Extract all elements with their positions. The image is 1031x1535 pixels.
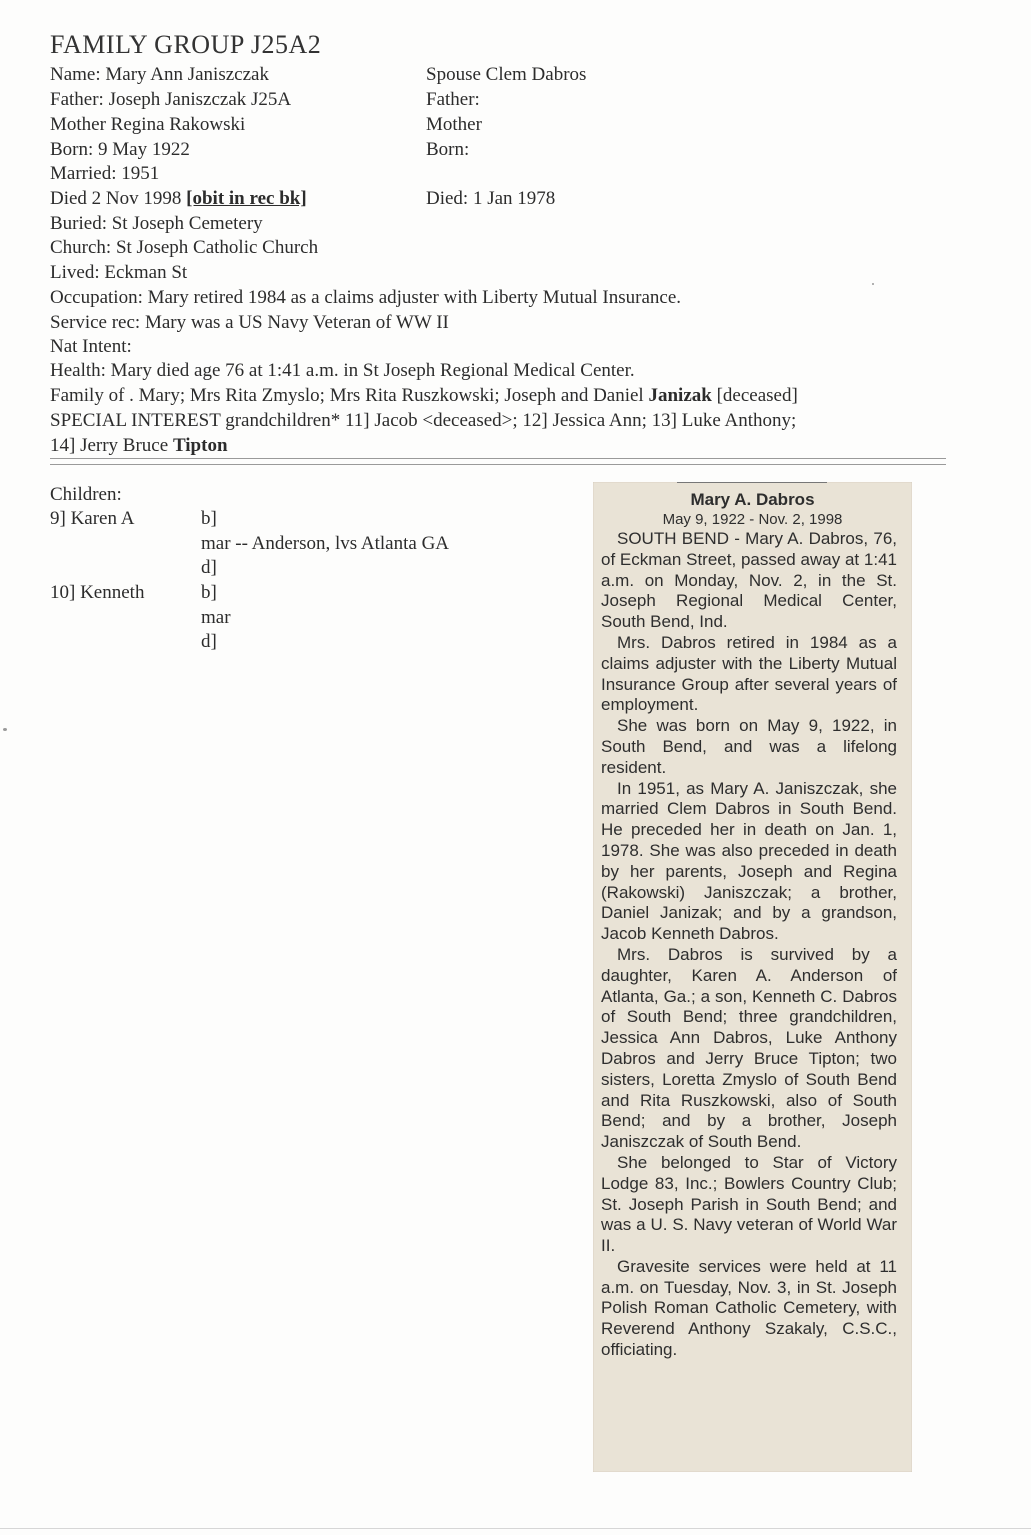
special2-bold: Tipton: [172, 435, 228, 456]
special-interest-row2: [50, 434, 228, 458]
spouse-name: Spouse Clem Dabros: [426, 64, 587, 85]
section-divider: [50, 458, 946, 465]
person-lived: Lived: Eckman St: [50, 262, 188, 283]
family-bold: Janizak: [648, 385, 712, 406]
person-father: Father: Joseph Janiszczak J25A: [50, 89, 292, 110]
child-2-died: d]: [201, 631, 217, 652]
child-2-name: 10] Kenneth: [50, 582, 145, 603]
children-header: Children:: [50, 484, 122, 505]
obituary-paragraph: Mrs. Dabros is survived by a daughter, Karen A. Anderson of Atlanta, Ga.; a son, Kenneth C. Dabros of South Bend; three grandchildren, Jessica Ann Dabros, Luke Anthony Dabros and Jerry Bruce Tipton; two sisters, Loretta Zmyslo of South Bend and Rita Ruszkowski, also of South Bend; and by a brother, Joseph Janiszczak of South Bend.: [601, 944, 897, 1152]
scan-speck: [872, 283, 874, 285]
obituary-paragraph: She belonged to Star of Victory Lodge 83, Inc.; Bowlers Country Club; St. Joseph Parish in South Bend; and was a U. S. Navy veteran of World War II.: [601, 1152, 897, 1256]
person-church: Church: St Joseph Catholic Church: [50, 237, 319, 258]
special2-prefix: 14] Jerry Bruce: [50, 435, 173, 456]
obituary-paragraph: Mrs. Dabros retired in 1984 as a claims adjuster with the Liberty Mutual Insurance Group after several years of employment.: [601, 632, 897, 715]
obituary-paragraph: SOUTH BEND - Mary A. Dabros, 76, of Eckman Street, passed away at 1:41 a.m. on Monday, Nov. 2, in the St. Joseph Regional Medical Center, South Bend, Ind.: [601, 529, 897, 632]
child-1-born: b]: [201, 508, 217, 529]
person-nat-intent: Nat Intent:: [50, 336, 132, 357]
person-died: Died 2 Nov 1998: [50, 188, 187, 209]
obituary-body: [601, 529, 897, 1361]
page-bottom-edge: [0, 1528, 1031, 1529]
spouse-mother: Mother: [426, 114, 482, 135]
spouse-born: Born:: [426, 139, 470, 160]
person-buried: Buried: St Joseph Cemetery: [50, 213, 263, 234]
child-1-married: mar -- Anderson, lvs Atlanta GA: [201, 533, 450, 554]
person-health: Health: Mary died age 76 at 1:41 a.m. in St Joseph Regional Medical Center.: [50, 360, 635, 381]
spouse-father: Father:: [426, 89, 480, 110]
person-service: Service rec: Mary was a US Navy Veteran of WW II: [50, 312, 449, 333]
obituary-dates: May 9, 1922 - Nov. 2, 1998: [662, 511, 843, 528]
family-prefix: Family of . Mary; Mrs Rita Zmyslo; Mrs Rita Ruszkowski; Joseph and Daniel: [50, 385, 649, 406]
family-suffix: [deceased]: [711, 385, 798, 406]
page-title: FAMILY GROUP J25A2: [50, 30, 322, 59]
obituary-paragraph: Gravesite services were held at 11 a.m. on Tuesday, Nov. 3, in St. Joseph Polish Roman Catholic Cemetery, with Reverend Anthony Szakaly, C.S.C., officiating.: [601, 1256, 897, 1360]
child-2-married: mar: [201, 607, 231, 628]
person-name: Name: Mary Ann Janiszczak: [50, 64, 269, 85]
special-interest: SPECIAL INTEREST grandchildren* 11] Jacob <deceased>; 12] Jessica Ann; 13] Luke Anthony;: [50, 410, 797, 431]
obituary-clipping: [593, 482, 912, 1472]
person-occupation: Occupation: Mary retired 1984 as a claims adjuster with Liberty Mutual Insurance.: [50, 287, 682, 308]
person-mother: Mother Regina Rakowski: [50, 114, 246, 135]
scan-speck: [3, 728, 7, 731]
clipping-rule: [677, 482, 827, 483]
person-family-row: [50, 384, 798, 408]
child-1-name: 9] Karen A: [50, 508, 135, 529]
person-born: Born: 9 May 1922: [50, 139, 190, 160]
obit-link[interactable]: [obit in rec bk]: [186, 188, 307, 209]
child-2-born: b]: [201, 582, 217, 603]
person-died-row: [50, 187, 307, 211]
obituary-paragraph: She was born on May 9, 1922, in South Bend, and was a lifelong resident.: [601, 716, 897, 777]
child-1-died: d]: [201, 557, 217, 578]
obituary-title: Mary A. Dabros: [690, 490, 815, 509]
person-married: Married: 1951: [50, 163, 160, 184]
spouse-died: Died: 1 Jan 1978: [426, 188, 556, 209]
obituary-paragraph: In 1951, as Mary A. Janiszczak, she married Clem Dabros in South Bend. He preceded her in death on Jan. 1, 1978. She was also preceded in death by her parents, Joseph and Regina (Rakowski) Janiszczak; a brother, Daniel Janizak; and by a grandson, Jacob Kenneth Dabros.: [601, 778, 897, 944]
